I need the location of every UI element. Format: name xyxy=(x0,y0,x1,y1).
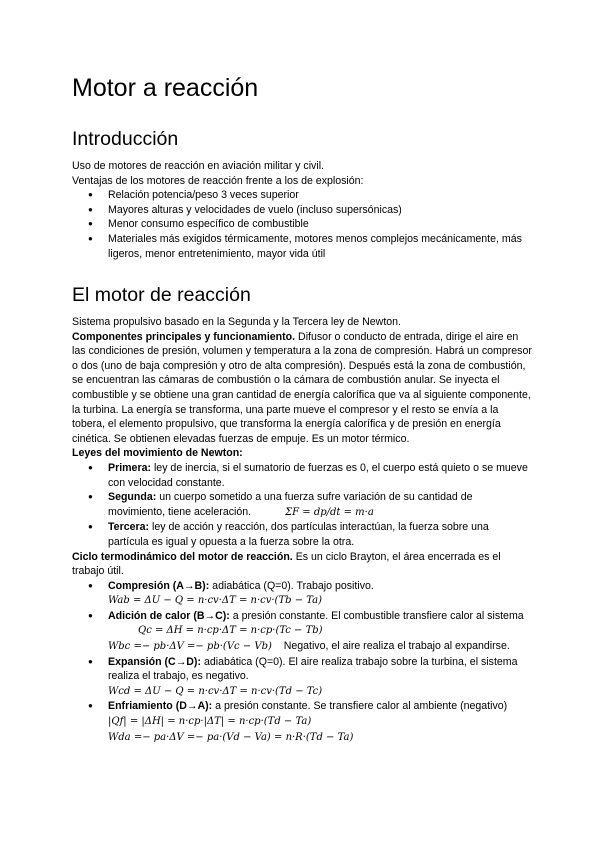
components-text: Difusor o conducto de entrada, dirige el aire en las condiciones de presión, volumen y temperatura a la zona de compresión. Habrá un compresor o dos (uno de baja compresión y otro de alta compresión). Después está la zona de combustión, se encuentran las cámaras de combustión o la cámara de combustión anular. Se inyecta el combustible y se obtiene una gran cantidad de energía calorífica que va al siguiente componente, la turbina. La energía se transforma, una parte mueve el compresor y el resto se envía a la tobera, el elemento propulsivo, que transforma la energía calorífica y de presión en energía cinética. Se obtienen elevadas fuerzas de empuje. Es un motor térmico. xyxy=(72,330,532,445)
newton-title: Leyes del movimiento de Newton: xyxy=(72,447,243,460)
step-label: Expansión (C→D): xyxy=(108,655,201,668)
law-label: Segunda: xyxy=(108,491,157,504)
step-text: adiabática (Q=0). Trabajo positivo. xyxy=(209,579,374,592)
cycle-steps-list xyxy=(72,579,532,746)
step-note: Negativo, el aire realiza el trabajo al expandirse. xyxy=(283,640,510,653)
list-item xyxy=(72,520,532,549)
cycle-paragraph xyxy=(72,550,532,579)
list-item: ● Mayores alturas y velocidades de vuelo (incluso supersónicas) xyxy=(72,203,532,218)
list-item xyxy=(72,579,532,609)
cycle-title: Ciclo termodinámico del motor de reacción. xyxy=(72,550,293,563)
intro-heading: Introducción xyxy=(72,128,179,150)
step-label: Compresión (A→B): xyxy=(108,579,210,592)
motor-heading: El motor de reacción xyxy=(72,284,251,306)
law-label: Tercera: xyxy=(108,521,150,534)
law-label: Primera: xyxy=(108,461,151,474)
list-item xyxy=(72,609,532,655)
motor-section xyxy=(72,315,532,745)
step-text: adiabática (Q=0). El aire realiza trabajo sobre la turbina, el sistema realiza el trabajo, es negativo. xyxy=(108,655,518,683)
step-equation: Wab = ΔU − Q = n·cv·ΔT = n·cv·(Tb − Ta) xyxy=(108,595,323,607)
intro-line: Uso de motores de reacción en aviación militar y civil. xyxy=(72,160,324,172)
advantages-list xyxy=(72,188,532,261)
list-item xyxy=(72,490,532,520)
step-text: a presión constante. Se transfiere calor al ambiente (negativo) xyxy=(212,700,508,713)
step-equation: |Qf| = |ΔH| = n·cp·|ΔT| = n·cp·(Td − Ta) xyxy=(108,716,312,728)
cycle-text: Es un ciclo Brayton, el área encerrada es el trabajo útil. xyxy=(72,550,501,578)
law-text: un cuerpo sometido a una fuerza sufre variación de su cantidad de movimiento, tiene aceleración. xyxy=(108,491,473,518)
law-text: ley de inercia, si el sumatorio de fuerzas es 0, el cuerpo está quieto o se mueve con velocidad constante. xyxy=(108,461,528,489)
law-equation: ΣF = dp/dt = m·a xyxy=(285,506,374,518)
step-equation: Qc = ΔH = n·cp·ΔT = n·cp·(Tc − Tb) xyxy=(138,625,323,637)
intro-line: Ventajas de los motores de reacción frente a los de explosión: xyxy=(72,174,364,187)
step-equation: Wbc =− pb·ΔV =− pb·(Vc − Vb) xyxy=(108,641,272,653)
step-text: a presión constante. El combustible transfiere calor al sistema xyxy=(229,609,524,622)
motor-intro-line: Sistema propulsivo basado en la Segunda y la Tercera ley de Newton. xyxy=(72,316,401,328)
list-item: ● Menor consumo específico de combustible xyxy=(72,217,532,232)
step-equation: Wda =− pa·ΔV =− pa·(Vd − Va) = n·R·(Td − Ta) xyxy=(108,731,354,743)
components-paragraph xyxy=(72,330,532,447)
newton-list xyxy=(72,461,532,550)
step-equation: Wcd = ΔU − Q = n·cv·ΔT = n·cv·(Td − Tc) xyxy=(108,685,323,697)
list-item xyxy=(72,699,532,745)
page-title: Motor a reacción xyxy=(72,74,259,102)
list-item: ● Relación potencia/peso 3 veces superior xyxy=(72,188,532,203)
intro-section xyxy=(72,159,532,261)
list-item xyxy=(72,655,532,700)
step-label: Enfriamiento (D→A): xyxy=(108,700,213,713)
list-item xyxy=(72,461,532,490)
law-text: ley de acción y reacción, dos partículas interactúan, la fuerza sobre una partícula es igual y opuesta a la fuerza sobre la otra. xyxy=(108,521,489,548)
components-title: Componentes principales y funcionamiento. xyxy=(72,330,296,343)
list-item: ● Materiales más exigidos térmicamente, motores menos complejos mecánicamente, más ligeros, menor entretenimiento, mayor vida útil xyxy=(72,232,532,261)
step-label: Adición de calor (B→C): xyxy=(108,609,230,622)
